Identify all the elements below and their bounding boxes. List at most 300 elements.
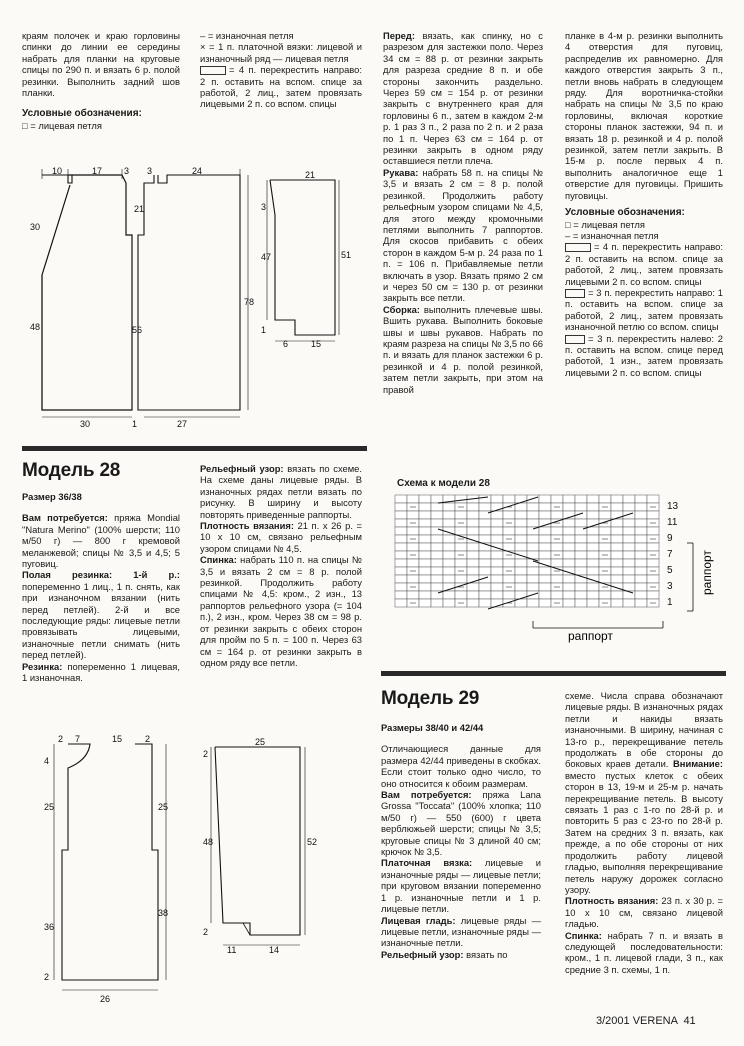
chart-cell (575, 591, 587, 599)
row-number: 9 (667, 533, 673, 544)
chart-cell (575, 535, 587, 543)
chart-cell (515, 527, 527, 535)
chart-cell (479, 551, 491, 559)
chart-cell (563, 519, 575, 527)
assembly-heading: Сборка: (383, 303, 420, 315)
chart-cell (563, 575, 575, 583)
chart-cell (647, 591, 659, 599)
svg-text:21: 21 (134, 204, 145, 214)
chart-cell (395, 527, 407, 535)
chart-cell (527, 575, 539, 583)
svg-text:21: 21 (305, 170, 316, 180)
chart-cell (623, 543, 635, 551)
chart-cell (407, 559, 419, 567)
chart-cell (623, 559, 635, 567)
chart-cell (479, 535, 491, 543)
model28-left-col: Размер 36/38 Вам потребуется: пряжа Mondial "Natura Merino" (100% шерсти; 110 м/50 г) — 800 г кремовой меланжевой; спицы № 3,5 и 4,5; 5 пуговиц. Полая резинка: 1-й р.: попеременно 1 лиц., 1 п. снять, как при изнаночном вязании (нить перед петлей). 2-й и все последующие ряды: лицевые петли провязывать лицевыми, изнаночные петли снимать (нить перед петлей). Резинка: попеременно 1 лицевая, 1 изнаночная. (22, 491, 180, 684)
chart-cell (611, 591, 623, 599)
chart-cell (443, 503, 455, 511)
chart-cell (563, 503, 575, 511)
row-number: 11 (667, 517, 678, 528)
chart-cell (635, 527, 647, 535)
chart-cell (527, 599, 539, 607)
chart-cell (419, 527, 431, 535)
legend-garter: × = 1 п. платочной вязки: лицевой и изнаночный ряд — лицевая петля (200, 41, 362, 64)
legend2-knit: □ = лицевая петля (565, 218, 645, 230)
knitting-chart (393, 493, 728, 653)
chart-cell (419, 567, 431, 575)
chart-cell (635, 551, 647, 559)
chart-cell (419, 503, 431, 511)
chart-cell (407, 591, 419, 599)
chart-cell (611, 535, 623, 543)
chart-cell (563, 559, 575, 567)
page-footer: 3/2001 VERENA 41 (596, 1015, 696, 1027)
chart-cell (419, 535, 431, 543)
chart-cell (599, 495, 611, 503)
chart-cell (623, 599, 635, 607)
chart-cell (419, 511, 431, 519)
chart-cell (611, 599, 623, 607)
chart-cell (635, 599, 647, 607)
chart-cell (575, 583, 587, 591)
chart-cell (539, 591, 551, 599)
chart-cell (419, 591, 431, 599)
chart-cell (443, 591, 455, 599)
chart-cell (575, 495, 587, 503)
chart-cell (431, 535, 443, 543)
intro-paragraph: краям полочек и краю горловины спинки до линии ее середины набрать для планки на круговые спицы по 290 п. и вязать 6 р. полой резинки. Выполнить задний шов планки. (22, 30, 180, 99)
chart-cell (575, 519, 587, 527)
chart-cell (431, 583, 443, 591)
chart-cell (635, 583, 647, 591)
chart-cell (623, 519, 635, 527)
chart-cell (563, 527, 575, 535)
chart-cell (515, 591, 527, 599)
chart-cell (479, 495, 491, 503)
legend2-cable3r: = 3 п. перекрестить направо: 1 п. оставить на вспом. спице за работой, 2 лиц., затем провязать изнаночной петлю со вспом. спицы (565, 286, 723, 333)
chart-cell (587, 567, 599, 575)
chart-cell (395, 511, 407, 519)
chart-cell (623, 511, 635, 519)
svg-text:4: 4 (44, 756, 50, 766)
chart-cell (407, 495, 419, 503)
model28-size: Размер 36/38 (22, 491, 82, 502)
chart-cell (467, 519, 479, 527)
chart-cell (491, 527, 503, 535)
chart-cell (515, 519, 527, 527)
chart-cell (395, 567, 407, 575)
chart-cell (431, 599, 443, 607)
chart-cell (563, 495, 575, 503)
chart-cell (491, 567, 503, 575)
chart-cell (467, 551, 479, 559)
svg-text:14: 14 (269, 945, 280, 955)
chart-cell (407, 543, 419, 551)
chart-cell (539, 527, 551, 535)
chart-cell (515, 511, 527, 519)
chart-cell (395, 543, 407, 551)
svg-text:2: 2 (203, 749, 209, 759)
chart-cell (635, 495, 647, 503)
chart-cell (395, 551, 407, 559)
chart-cell (443, 567, 455, 575)
chart-cell (407, 511, 419, 519)
rapport-v-label: раппорт (700, 550, 714, 595)
chart-cell (623, 495, 635, 503)
legend-title: Условные обозначения: (22, 108, 142, 120)
chart-cell (515, 583, 527, 591)
chart-cell (599, 511, 611, 519)
chart-cell (611, 575, 623, 583)
chart-cell (575, 551, 587, 559)
assembly-text: выполнить плечевые швы. Вшить рукава. Выполнить боковые швы и швы рукавов. Набрать по краям разреза на спицы № 3,5 по 66 п. и вязать для планок застежки 6 р. резинкой и 4 р. полой резинкой, затем петли закрыть, при этом на правой (383, 303, 543, 395)
chart-cell (539, 519, 551, 527)
chart-cell (647, 495, 659, 503)
chart-cell (419, 559, 431, 567)
chart-cell (623, 567, 635, 575)
chart-cell (455, 559, 467, 567)
chart-cell (491, 495, 503, 503)
legend-col2 (200, 30, 362, 110)
chart-cell (395, 535, 407, 543)
intro-text (22, 30, 180, 131)
chart-cell (527, 519, 539, 527)
legend-item: □ = лицевая петля (22, 119, 102, 131)
chart-cell (635, 519, 647, 527)
chart-cell (395, 599, 407, 607)
chart-cell (431, 543, 443, 551)
chart-cell (491, 583, 503, 591)
chart-cell (623, 503, 635, 511)
legend-purl: – = изнаночная петля (200, 30, 294, 41)
chart-cell (563, 591, 575, 599)
chart-cell (587, 543, 599, 551)
svg-text:3: 3 (261, 202, 267, 212)
chart-cell (503, 527, 515, 535)
chart-cell (467, 599, 479, 607)
chart-cell (443, 543, 455, 551)
chart-cell (479, 583, 491, 591)
chart-cell (479, 559, 491, 567)
svg-text:47: 47 (261, 252, 272, 262)
chart-cell (575, 567, 587, 575)
chart-cell (527, 535, 539, 543)
chart-cell (515, 567, 527, 575)
chart-cell (527, 503, 539, 511)
chart-cell (395, 591, 407, 599)
chart-cell (539, 503, 551, 511)
chart-cell (611, 495, 623, 503)
chart-cell (623, 575, 635, 583)
chart-cell (431, 511, 443, 519)
chart-cell (599, 527, 611, 535)
chart-cell (443, 559, 455, 567)
chart-cell (611, 527, 623, 535)
chart-cell (419, 551, 431, 559)
svg-text:17: 17 (92, 166, 103, 176)
svg-text:6: 6 (283, 339, 289, 349)
chart-cell (623, 535, 635, 543)
legend2-cable4: = 4 п. перекрестить направо: 2 п. оставить на вспом. спице за работой, 2 лиц., затем провязать лицевыми 2 п. со вспом. спицы (565, 241, 723, 287)
chart-cell (575, 559, 587, 567)
svg-text:26: 26 (100, 994, 111, 1004)
chart-cell (539, 583, 551, 591)
collar-legend-text (565, 30, 723, 378)
chart-cell (431, 567, 443, 575)
pattern-diagram-model28-body (40, 730, 170, 1005)
chart-cell (611, 519, 623, 527)
sleeve-heading: Рукава: (383, 166, 419, 178)
chart-cell (491, 551, 503, 559)
svg-text:27: 27 (177, 419, 188, 429)
model28-right-col: Рельефный узор: вязать по схеме. На схеме даны лицевые ряды. В изнаночных рядах петли вязать по рисунку. В ширину и высоту повторять приведенные раппорты. Плотность вязания: 21 п. х 26 р. = 10 х 10 см, связано рельефным узором спицами № 4,5. Спинка: набрать 110 п. на спицы № 3,5 и вязать 2 см = 8 р. полой резинкой. Продолжить работу спицами № 4,5: кром., 2 изн., 13 раппортов рельефного узора (= 104 п.), 2 изн., кром. Через 38 см = 98 р. от резинки закрыть с обеих сторон для пройм по 5 п. = 100 п. Через 63 см = 164 р. от резинки закрыть в одном ряду все петли. (200, 463, 363, 668)
chart-cell (527, 511, 539, 519)
svg-text:48: 48 (30, 322, 41, 332)
svg-text:11: 11 (227, 945, 237, 955)
model29-left-col: Размеры 38/40 и 42/44 Отличающиеся данные для размера 42/44 приведены в скобках. Если стоит только одно число, то оно относится к обоим размерам. Вам потребуется: пряжа Lana Grossa "Toccata" (100% хлопка; 110 м/50 г) — 550 (600) г цвета верблюжьей шерсти; спицы № 3,5; круговые спицы № 3 длиной 40 см; крючок № 3,5. Платочная вязка: лицевые и изнаночные ряды — лицевые петли; при круговом вязании попеременно 1 р. изнаночные петли и 1 р. лицевые петли. Лицевая гладь: лицевые ряды — лицевые петли, изнаночные ряды — изнаночные петли. Рельефный узор: вязать по (381, 722, 542, 960)
svg-text:78: 78 (244, 297, 255, 307)
chart-cell (551, 575, 563, 583)
svg-text:51: 51 (341, 250, 352, 260)
collar-text: планке в 4-м р. резинки выполнить 4 отверстия для пуговиц, распределив их равномерно. Для каждого отверстия закрыть 3 п., петли вновь набрать в следующем ряду. Для воротничка-стойки набрать на спицы № 3,5 по краю горловины, включая короткие стороны планок застежки, 94 п. и вязать 18 р. резинкой и 4 р. полой резинкой, затем петли закрыть. В 15-м р. после первых 4 п. выполнить аналогичное еще 1 отверстие для пуговицы. Пришить пуговицы. (565, 30, 723, 201)
chart-cell (539, 535, 551, 543)
chart-cell (635, 503, 647, 511)
chart-cell (503, 575, 515, 583)
chart-cell (539, 495, 551, 503)
chart-cell (587, 511, 599, 519)
rapport-h-label: раппорт (568, 629, 613, 643)
chart-cell (563, 551, 575, 559)
chart-cell (527, 559, 539, 567)
chart-cell (491, 535, 503, 543)
chart-cell (611, 503, 623, 511)
chart-cell (431, 559, 443, 567)
chart-cell (491, 559, 503, 567)
chart-cell (599, 575, 611, 583)
row-number: 13 (667, 501, 679, 512)
chart-cell (527, 527, 539, 535)
chart-cell (479, 599, 491, 607)
chart-cell (563, 543, 575, 551)
chart-cell (443, 551, 455, 559)
front-sleeve-text (383, 30, 543, 395)
chart-cell (587, 559, 599, 567)
chart-cell (407, 575, 419, 583)
chart-cell (587, 583, 599, 591)
chart-cell (575, 543, 587, 551)
chart-cell (527, 567, 539, 575)
chart-cell (587, 495, 599, 503)
svg-text:25: 25 (158, 802, 169, 812)
chart-cell (467, 559, 479, 567)
chart-cell (611, 543, 623, 551)
chart-cell (455, 511, 467, 519)
chart-cell (611, 551, 623, 559)
chart-cell (563, 583, 575, 591)
model29-title: Модель 29 (381, 688, 480, 709)
legend-cable: = 4 п. перекрестить направо: 2 п. оставить на вспом. спице за работой, 2 лиц., затем провязать лицевыми 2 п. со вспом. спицы (200, 64, 362, 110)
chart-cell (587, 599, 599, 607)
chart-cell (467, 543, 479, 551)
chart-cell (491, 591, 503, 599)
chart-cell (623, 583, 635, 591)
chart-cell (443, 599, 455, 607)
chart-cell (467, 527, 479, 535)
svg-text:7: 7 (75, 734, 81, 744)
chart-cell (539, 567, 551, 575)
chart-cell (467, 591, 479, 599)
model29-size: Размеры 38/40 и 42/44 (381, 722, 484, 733)
chart-cell (431, 495, 443, 503)
chart-cell (419, 599, 431, 607)
chart-cell (611, 559, 623, 567)
chart-cell (587, 535, 599, 543)
svg-text:38: 38 (158, 908, 169, 918)
chart-cell (539, 575, 551, 583)
svg-text:1: 1 (261, 325, 267, 335)
svg-text:24: 24 (192, 166, 203, 176)
chart-cell (587, 503, 599, 511)
chart-cell (431, 551, 443, 559)
svg-text:25: 25 (255, 737, 266, 747)
chart-cell (479, 527, 491, 535)
chart-cell (515, 495, 527, 503)
chart-cell (491, 575, 503, 583)
chart-cell (419, 519, 431, 527)
chart-cell (647, 559, 659, 567)
chart-cell (467, 511, 479, 519)
chart-cell (431, 575, 443, 583)
chart-cell (599, 559, 611, 567)
chart-cell (503, 543, 515, 551)
chart-cell (419, 575, 431, 583)
chart-cell (419, 583, 431, 591)
chart-cell (443, 519, 455, 527)
chart-cell (467, 583, 479, 591)
chart-cell (635, 511, 647, 519)
chart-cell (527, 543, 539, 551)
chart-cell (431, 519, 443, 527)
chart-cell (623, 551, 635, 559)
sleeve-text: набрать 58 п. на спицы № 3,5 и вязать 2 см = 8 р. полой резинкой. Продолжить работу рельефным узором спицами № 4,5, для этого между кромочными петлями выполнить 7 раппортов. Для скосов прибавить с обеих сторон в каждом 5-м р. 24 раза по 1 п. = 106 п. Прибавляемые петли включать в узор. Вязать прямо 2 см и через 50 см = 130 р. от резинки закрыть все петли. (383, 166, 543, 304)
chart-cell (503, 495, 515, 503)
front-heading: Перед: (383, 30, 415, 41)
chart-cell (623, 527, 635, 535)
chart-cell (479, 519, 491, 527)
row-number: 7 (667, 549, 673, 560)
chart-cell (395, 503, 407, 511)
chart-cell (551, 527, 563, 535)
svg-text:3: 3 (124, 166, 130, 176)
legend2-title: Условные обозначения: (565, 207, 685, 219)
chart-cell (647, 575, 659, 583)
svg-text:15: 15 (311, 339, 322, 349)
svg-text:2: 2 (44, 972, 50, 982)
chart-cell (455, 527, 467, 535)
chart-cell (515, 535, 527, 543)
chart-cell (587, 527, 599, 535)
chart-cell (575, 599, 587, 607)
chart-cell (431, 527, 443, 535)
chart-cell (515, 559, 527, 567)
chart-cell (647, 543, 659, 551)
svg-text:48: 48 (203, 837, 214, 847)
chart-cell (467, 567, 479, 575)
chart-cell (635, 575, 647, 583)
chart-cell (491, 511, 503, 519)
pattern-diagram-sleeve (255, 170, 365, 350)
chart-cell (419, 495, 431, 503)
chart-cell (395, 575, 407, 583)
chart-cell (503, 591, 515, 599)
pattern-diagram-body (22, 165, 262, 435)
row-number: 3 (667, 581, 673, 592)
svg-text:30: 30 (30, 222, 41, 232)
chart-cell (551, 495, 563, 503)
chart-cell (395, 495, 407, 503)
svg-text:10: 10 (52, 166, 63, 176)
chart-cell (467, 503, 479, 511)
scheme-title: Схема к модели 28 (397, 478, 490, 489)
svg-text:15: 15 (112, 734, 123, 744)
chart-cell (455, 591, 467, 599)
chart-cell (491, 519, 503, 527)
chart-cell (575, 503, 587, 511)
row-number: 5 (667, 565, 673, 576)
chart-cell (551, 543, 563, 551)
chart-cell (539, 551, 551, 559)
pattern-diagram-model28-sleeve (195, 735, 340, 960)
chart-cell (587, 591, 599, 599)
chart-cell (515, 551, 527, 559)
chart-cell (539, 599, 551, 607)
svg-text:25: 25 (44, 802, 55, 812)
chart-cell (395, 519, 407, 527)
chart-cell (455, 575, 467, 583)
chart-cell (599, 543, 611, 551)
model28-title: Модель 28 (22, 460, 121, 481)
svg-text:2: 2 (145, 734, 151, 744)
svg-text:56: 56 (132, 325, 143, 335)
chart-cell (647, 511, 659, 519)
legend2-cable3l: = 3 п. перекрестить налево: 2 п. оставить на вспом. спице перед работой, 1 изн., затем провязать лицевыми 2 п. со вспом. спицы (565, 332, 723, 378)
chart-cell (407, 527, 419, 535)
chart-cell (635, 591, 647, 599)
svg-text:2: 2 (58, 734, 64, 744)
chart-cell (395, 559, 407, 567)
chart-cell (443, 511, 455, 519)
chart-cell (635, 567, 647, 575)
chart-cell (611, 567, 623, 575)
chart-cell (455, 543, 467, 551)
chart-cell (539, 543, 551, 551)
svg-text:36: 36 (44, 922, 55, 932)
chart-cell (563, 599, 575, 607)
chart-cell (551, 591, 563, 599)
chart-cell (395, 583, 407, 591)
chart-cell (431, 503, 443, 511)
chart-cell (503, 559, 515, 567)
chart-cell (479, 567, 491, 575)
chart-cell (419, 543, 431, 551)
chart-cell (443, 535, 455, 543)
chart-cell (479, 591, 491, 599)
svg-text:52: 52 (307, 837, 318, 847)
legend2-purl: – = изнаночная петля (565, 229, 659, 241)
row-number: 1 (667, 597, 673, 608)
svg-text:3: 3 (147, 166, 153, 176)
